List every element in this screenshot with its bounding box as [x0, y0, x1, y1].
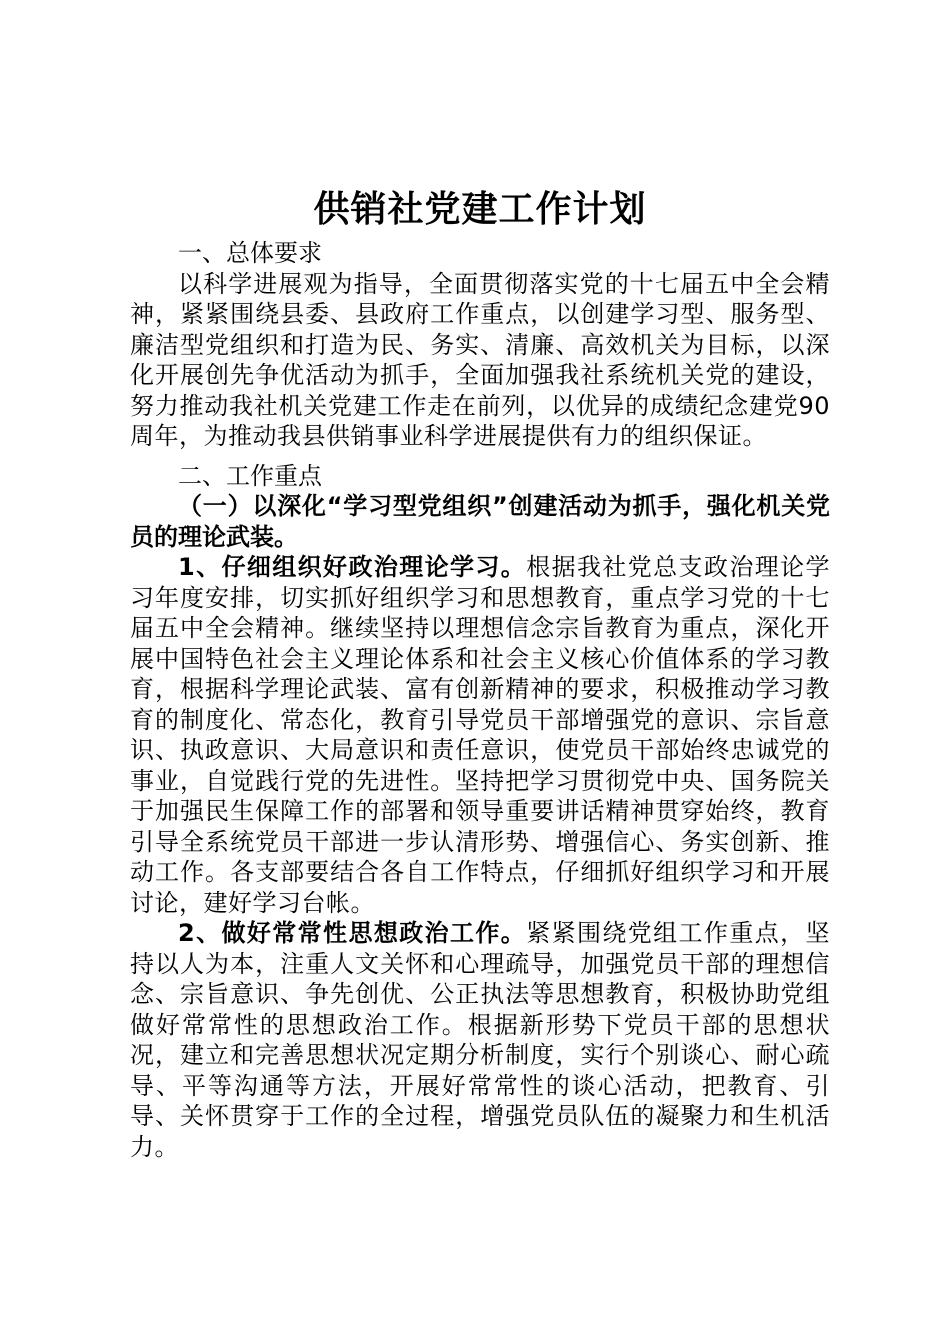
item-2-lead: 2、做好常常性思想政治工作。	[178, 919, 527, 947]
section-heading-work-focus: 二、工作重点	[178, 461, 322, 490]
document-page	[130, 180, 830, 1162]
item-2-body: 紧紧围绕党组工作重点，坚持以人为本，注重人文关怀和心理疏导，加强党员干部的理想信念、宗旨意识、争先创优、公正执法等思想教育，积极协助党组做好常常性的思想政治工作。根据新形势下党员干部的思想状况，建立和完善思想状况定期分析制度，实行个别谈心、耐心疏导、平等沟通等方法，开展好常常性的谈心活动，把教育、引导、关怀贯穿于工作的全过程，增强党员队伍的凝聚力和生机活力。	[130, 919, 830, 1161]
subheading-learning-party-organization: （一）以深化“学习型党组织”创建活动为抓手，强化机关党员的理论武装。	[130, 492, 830, 551]
item-1-body: 根据我社党总支政治理论学习年度安排，切实抓好组织学习和思想教育，重点学习党的十七届五中全会精神。继续坚持以理想信念宗旨教育为重点，深化开展中国特色社会主义理论体系和社会主义核心价值体系的学习教育，根据科学理论武装、富有创新精神的要求，积极推动学习教育的制度化、常态化，教育引导党员干部增强党的意识、宗旨意识、执政意识、大局意识和责任意识，使党员干部始终忠诚党的事业，自觉践行党的先进性。坚持把学习贯彻党中央、国务院关于加强民生保障工作的部署和领导重要讲话精神贯穿始终，教育引导全系统党员干部进一步认清形势、增强信心、务实创新、推动工作。各支部要结合各自工作特点，仔细抓好组织学习和开展讨论，建好学习台帐。	[130, 553, 830, 917]
paragraph-item-2	[130, 918, 830, 1162]
section-heading-general-requirements: 一、总体要求	[178, 239, 322, 267]
paragraph-item-1	[130, 552, 830, 918]
item-1-lead: 1、仔细组织好政治理论学习。	[178, 553, 527, 581]
document-title: 供销社党建工作计划	[313, 188, 647, 230]
spacer	[130, 452, 830, 461]
paragraph-general-requirements: 以科学进展观为指导，全面贯彻落实党的十七届五中全会精神，紧紧围绕县委、县政府工作重点，以创建学习型、服务型、廉洁型党组织和打造为民、务实、清廉、高效机关为目标，以深化开展创先争优活动为抓手，全面加强我社系统机关党的建设，努力推动我社机关党建工作走在前列，以优异的成绩纪念建党90周年，为推动我县供销事业科学进展提供有力的组织保证。	[130, 269, 830, 450]
